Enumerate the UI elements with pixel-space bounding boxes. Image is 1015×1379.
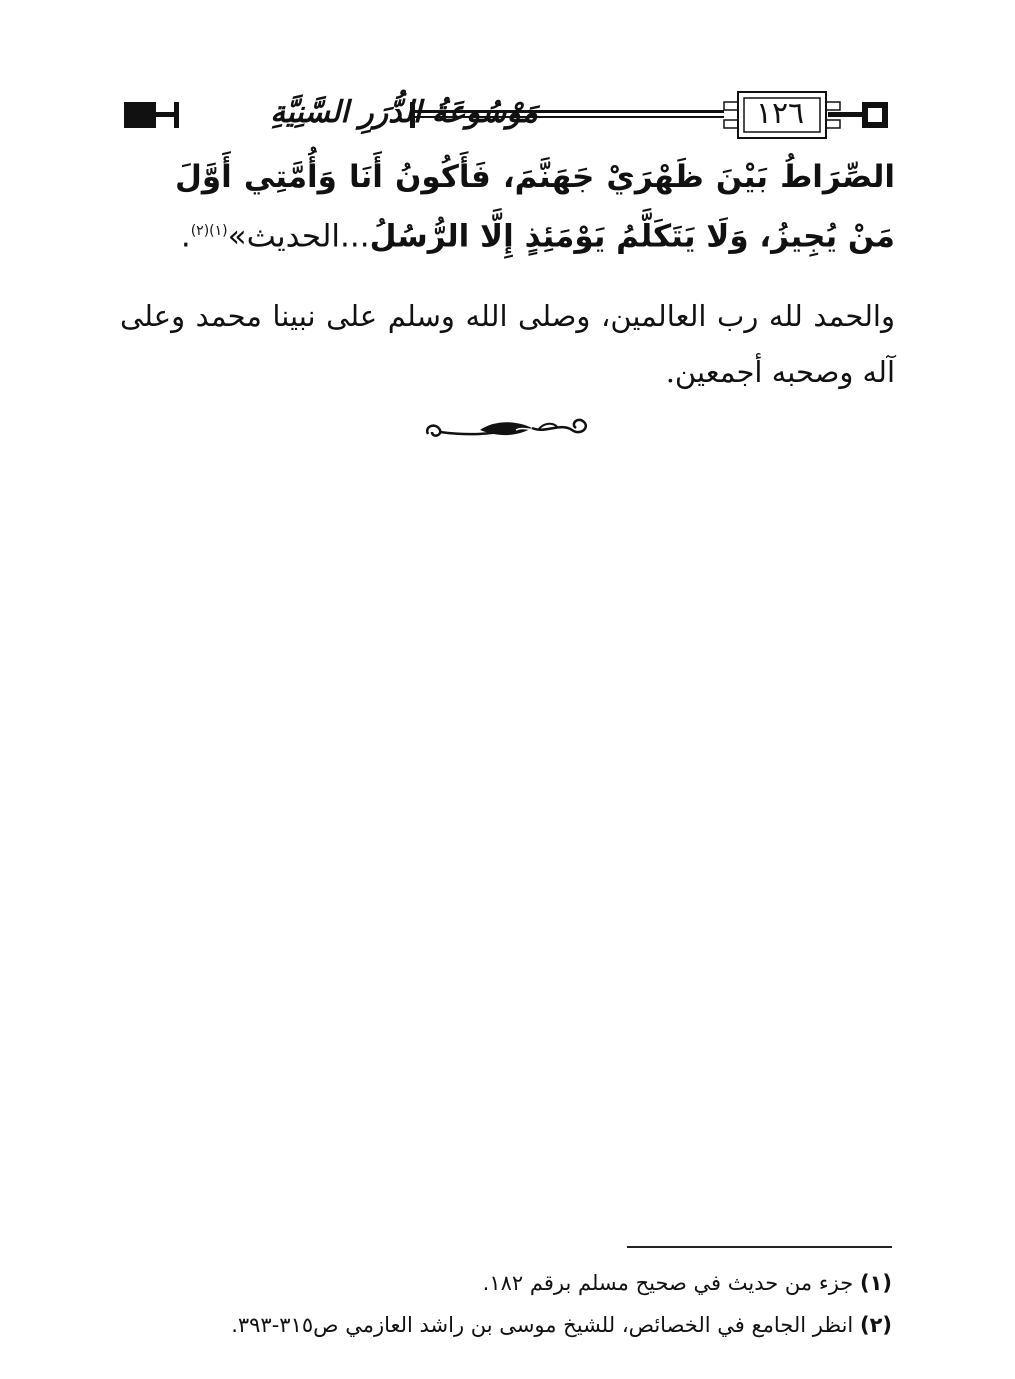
footnote-number: (٢): [859, 1313, 892, 1337]
footnote-item: [120, 1304, 892, 1346]
page-number: ١٢٦: [755, 96, 805, 131]
footnote-text: انظر الجامع في الخصائص، للشيخ موسى بن راشد العازمي ص٣١٥-٣٩٣.: [231, 1313, 854, 1337]
decorative-divider-icon: [420, 412, 596, 448]
hadith-text: الصِّرَاطُ بَيْنَ ظَهْرَيْ جَهَنَّمَ، فَأَكُونُ أَنَا وَأُمَّتِي أَوَّلَ مَنْ يُجِيزُ، وَلَا يَتَكَلَّمُ يَوْمَئِذٍ إِلَّا الرُّسُلُ: [175, 159, 895, 255]
footnote-number: (١): [859, 1271, 892, 1295]
footnote-text: جزء من حديث في صحيح مسلم برقم ١٨٢.: [482, 1271, 854, 1295]
running-header: [120, 88, 895, 144]
footnotes: [120, 1262, 892, 1346]
footnote-item: [120, 1262, 892, 1304]
header-block-icon: [124, 102, 156, 128]
hadith-paragraph: [175, 150, 895, 263]
footnote-divider: [627, 1246, 892, 1248]
hadith-end: .: [180, 218, 191, 255]
series-title: مَوْسُوعَةُ الدُّرَرِ السَّنِيَّةِ: [270, 95, 538, 130]
hadith-tail: ...الحديث»: [227, 218, 370, 255]
closing-paragraph: والحمد لله رب العالمين، وصلى الله وسلم على نبينا محمد وعلى آله وصحبه أجمعين.: [120, 299, 895, 389]
footnote-refs: (١)(٢): [190, 223, 228, 239]
